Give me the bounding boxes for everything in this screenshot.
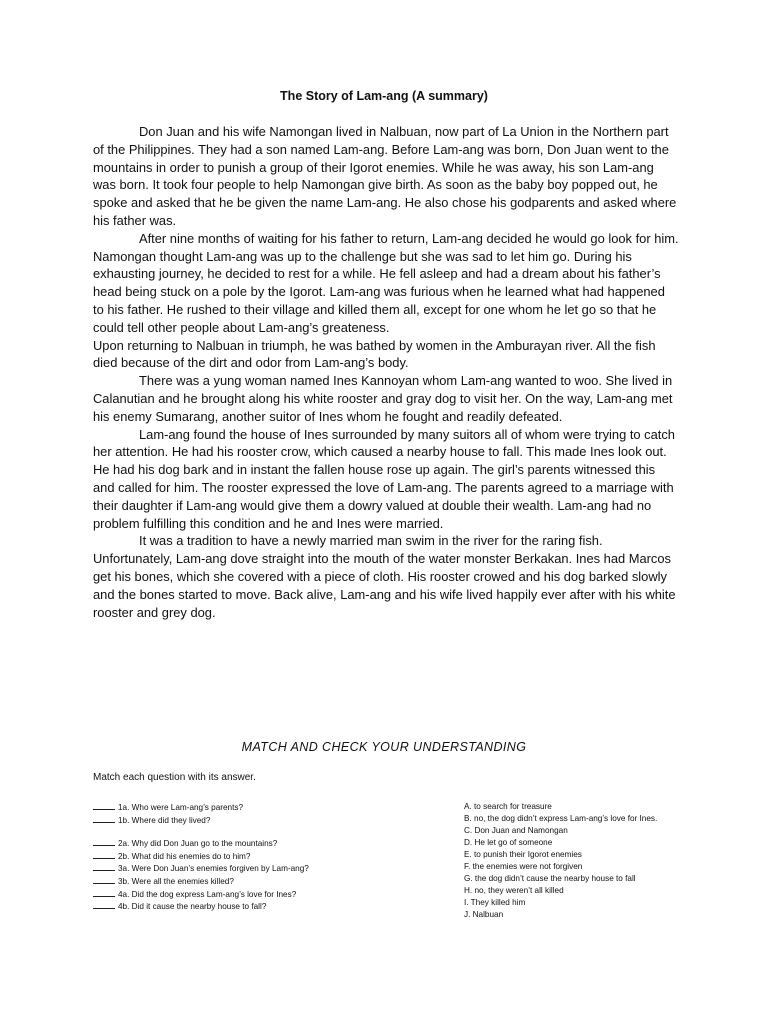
story-paragraph: Lam-ang found the house of Ines surrounded by many suitors all of whom were trying to catch her attention. He had his rooster crow, which caused a nearby house to fall. This made Ines look out. He had his dog bark and in instant the fallen house rose up again. The girl’s parents witnessed this and called for him. The rooster expressed the love of Lam-ang. The parents agreed to a marriage with their daughter if Lam-ang would give them a dowry valued at double their wealth. Lam-ang had no problem fulfilling this condition and he and Ines were married. bbox=[93, 426, 675, 531]
question-text: 1b. Where did they lived? bbox=[118, 815, 211, 825]
question-group bbox=[93, 837, 423, 913]
answer-blank[interactable] bbox=[93, 888, 115, 897]
question-item bbox=[93, 888, 423, 901]
question-item bbox=[93, 837, 423, 850]
answer-blank[interactable] bbox=[93, 814, 115, 823]
story-body bbox=[93, 123, 679, 621]
question-text: 3b. Were all the enemies killed? bbox=[118, 876, 234, 886]
question-text: 3a. Were Don Juan’s enemies forgiven by Lam-ang? bbox=[118, 864, 309, 874]
answer-option: H. no, they weren’t all killed bbox=[464, 886, 564, 895]
question-text: 2a. Why did Don Juan go to the mountains? bbox=[118, 839, 278, 849]
answer-option: J. Nalbuan bbox=[464, 910, 504, 919]
question-text: 4b. Did it cause the nearby house to fall? bbox=[118, 902, 267, 912]
answer-option: E. to punish their Igorot enemies bbox=[464, 850, 582, 859]
question-text: 4a. Did the dog express Lam-ang’s love for Ines? bbox=[118, 889, 297, 899]
answer-option: D. He let go of someone bbox=[464, 838, 553, 847]
question-group bbox=[93, 801, 423, 826]
question-item bbox=[93, 801, 423, 814]
answer-blank[interactable] bbox=[93, 801, 115, 810]
answer-option: F. the enemies were not forgiven bbox=[464, 862, 583, 871]
story-paragraph: Don Juan and his wife Namongan lived in Nalbuan, now part of La Union in the Northern part of the Philippines. They had a son named Lam-ang. Before Lam-ang was born, Don Juan went to the mountains in order to punish a group of their Igorot enemies. While he was away, his son Lam-ang was born. It took four people to help Namongan give birth. As soon as the baby boy popped out, he spoke and asked that he be given the name Lam-ang. He also chose his godparents and asked where his father was. bbox=[93, 124, 677, 228]
question-item bbox=[93, 862, 423, 875]
answer-blank[interactable] bbox=[93, 900, 115, 909]
answer-option: C. Don Juan and Namongan bbox=[464, 826, 568, 835]
story-paragraph: After nine months of waiting for his father to return, Lam-ang decided he would go look for him. Namongan thought Lam-ang was up to the challenge but she was sad to let him go. During his exhausting journey, he decided to rest for a while. He fell asleep and had a dream about his father’s head being stuck on a pole by the Igorot. Lam-ang was furious when he learned what had happened to his father. He rushed to their village and killed them all, except for one whom he let go so that he could tell other people about Lam-ang’s greateness. bbox=[93, 230, 679, 335]
answer-option: G. the dog didn’t cause the nearby house to fall bbox=[464, 874, 636, 883]
answer-blank[interactable] bbox=[93, 837, 115, 846]
question-item bbox=[93, 900, 423, 913]
question-item bbox=[93, 875, 423, 888]
section-heading: MATCH AND CHECK YOUR UNDERSTANDING bbox=[241, 740, 527, 754]
answer-option: B. no, the dog didn’t express Lam-ang’s love for Ines. bbox=[464, 814, 658, 823]
answers-list bbox=[464, 801, 700, 921]
question-item bbox=[93, 850, 423, 863]
answer-option: I. They killed him bbox=[464, 898, 526, 907]
question-text: 1a. Who were Lam-ang’s parents? bbox=[118, 803, 244, 812]
question-text: 2b. What did his enemies do to him? bbox=[118, 851, 251, 861]
answer-blank[interactable] bbox=[93, 862, 115, 871]
questions-list bbox=[93, 801, 423, 924]
answer-blank[interactable] bbox=[93, 875, 115, 884]
question-item bbox=[93, 814, 423, 827]
story-paragraph: Upon returning to Nalbuan in triumph, he was bathed by women in the Amburayan river. All the fish died because of the dirt and odor from Lam-ang’s body. bbox=[93, 337, 656, 371]
story-paragraph: There was a yung woman named Ines Kannoyan whom Lam-ang wanted to woo. She lived in Calanutian and he brought along his white rooster and gray dog to visit her. On the way, Lam-ang met his enemy Sumarang, another suitor of Ines whom he fought and readily defeated. bbox=[93, 373, 673, 424]
instructions-text: Match each question with its answer. bbox=[93, 772, 256, 783]
story-paragraph: It was a tradition to have a newly married man swim in the river for the raring fish. Unfortunately, Lam-ang dove straight into the mouth of the water monster Berkakan. Ines had Marcos get his bones, which she covered with a piece of cloth. His rooster crowed and his dog barked slowly and the bones started to move. Back alive, Lam-ang and his wife lived happily ever after with his white rooster and grey dog. bbox=[93, 533, 676, 620]
answer-option: A. to search for treasure bbox=[464, 802, 552, 811]
document-title: The Story of Lam-ang (A summary) bbox=[280, 89, 488, 103]
answer-blank[interactable] bbox=[93, 850, 115, 859]
